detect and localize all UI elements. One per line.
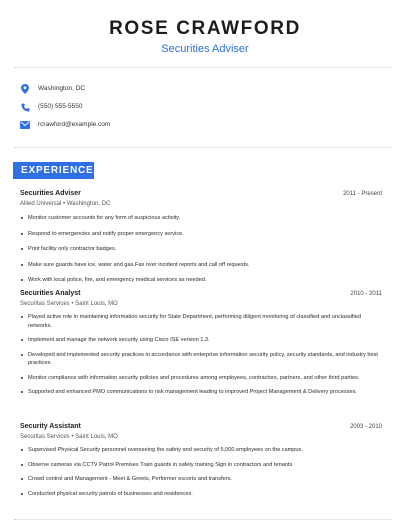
job-company: Securitas Services bbox=[20, 301, 70, 307]
job-bullet: Implement and manage the network security using Cisco ISE version 1.3. bbox=[20, 336, 382, 345]
job-bullet: Respond to emergencies and notify proper emergency service. bbox=[20, 230, 382, 239]
separator-dot: • bbox=[71, 301, 76, 307]
job-title: Securities Analyst bbox=[20, 290, 81, 297]
job-location: Washington, DC bbox=[66, 201, 111, 207]
job-bullet: Observe cameras via CCTV Patrol Premises Train guards in safety training Sign in contractors and tenants bbox=[20, 461, 382, 470]
contact-phone bbox=[20, 98, 110, 116]
contact-email bbox=[20, 116, 110, 134]
candidate-name: ROSE CRAWFORD bbox=[109, 18, 301, 39]
job-bullet: Played active role in maintaining information security for State Department, performing diligent monitoring of classified and unclassified networks. bbox=[20, 313, 382, 330]
job-bullets bbox=[20, 313, 382, 397]
job-bullet: Conducted physical security patrols of businesses and residences. bbox=[20, 490, 382, 499]
envelope-icon bbox=[20, 120, 30, 130]
location-text: Washington, DC bbox=[38, 85, 86, 92]
experience-heading: EXPERIENCE bbox=[13, 162, 94, 179]
job-company: Allied Universal bbox=[20, 201, 62, 207]
job-entry bbox=[20, 189, 382, 285]
contact-list bbox=[20, 80, 110, 134]
phone-text: (550) 555-5550 bbox=[38, 103, 83, 110]
job-title: Securities Adviser bbox=[20, 190, 81, 197]
job-dates: 2011 - Present bbox=[343, 191, 382, 197]
job-location: Saint Louis, MO bbox=[75, 301, 118, 307]
job-bullet: Make sure guards have ice, water and gas.Fax over incident reports and call off requests. bbox=[20, 261, 382, 270]
job-bullet: Crowd control and Management - Meet & Greets, Performer escorts and transfers. bbox=[20, 475, 382, 484]
job-bullets bbox=[20, 446, 382, 498]
job-dates: 2010 - 2011 bbox=[350, 291, 382, 297]
job-bullet: Monitor compliance with information security policies and procedures among employees, contractors, partners, and other third parties. bbox=[20, 374, 382, 383]
job-bullet: Monitor customer accounts for any form of suspicious activity. bbox=[20, 214, 382, 223]
contact-location bbox=[20, 80, 110, 98]
job-location: Saint Louis, MO bbox=[75, 434, 118, 440]
header-divider bbox=[14, 67, 392, 68]
job-bullet: Work with local police, fire, and emergency medical services as needed. bbox=[20, 276, 382, 285]
footer-divider bbox=[14, 519, 392, 520]
job-bullet: Print facility only contractor badges. bbox=[20, 245, 382, 254]
job-company-line bbox=[20, 433, 382, 441]
job-company: Securitas Services bbox=[20, 434, 70, 440]
job-bullet: Supervised Physical Security personnel overseeing the safety and security of 5,000 employees on the campus. bbox=[20, 446, 382, 455]
job-bullets bbox=[20, 214, 382, 285]
location-pin-icon bbox=[20, 84, 30, 94]
job-entry bbox=[20, 422, 382, 498]
candidate-title: Securities Adviser bbox=[161, 43, 249, 55]
separator-dot: • bbox=[71, 434, 76, 440]
job-company-line bbox=[20, 200, 382, 208]
job-bullet: Supported and enhanced PMO communications to risk management leading to improved Project Management & Delivery processes. bbox=[20, 388, 382, 397]
job-title: Security Assistant bbox=[20, 423, 81, 430]
resume-header bbox=[0, 0, 410, 56]
phone-icon bbox=[20, 102, 30, 112]
job-company-line bbox=[20, 300, 382, 308]
job-bullet: Developed and implemented security practices in accordance with enterprise information security policy, security standards, and industry best practices. bbox=[20, 351, 382, 368]
email-link[interactable]: rcrawford@example.com bbox=[38, 121, 111, 128]
separator-dot: • bbox=[63, 201, 67, 207]
job-dates: 2003 - 2010 bbox=[349, 424, 382, 430]
job-entry bbox=[20, 289, 382, 397]
contact-divider bbox=[14, 147, 392, 148]
